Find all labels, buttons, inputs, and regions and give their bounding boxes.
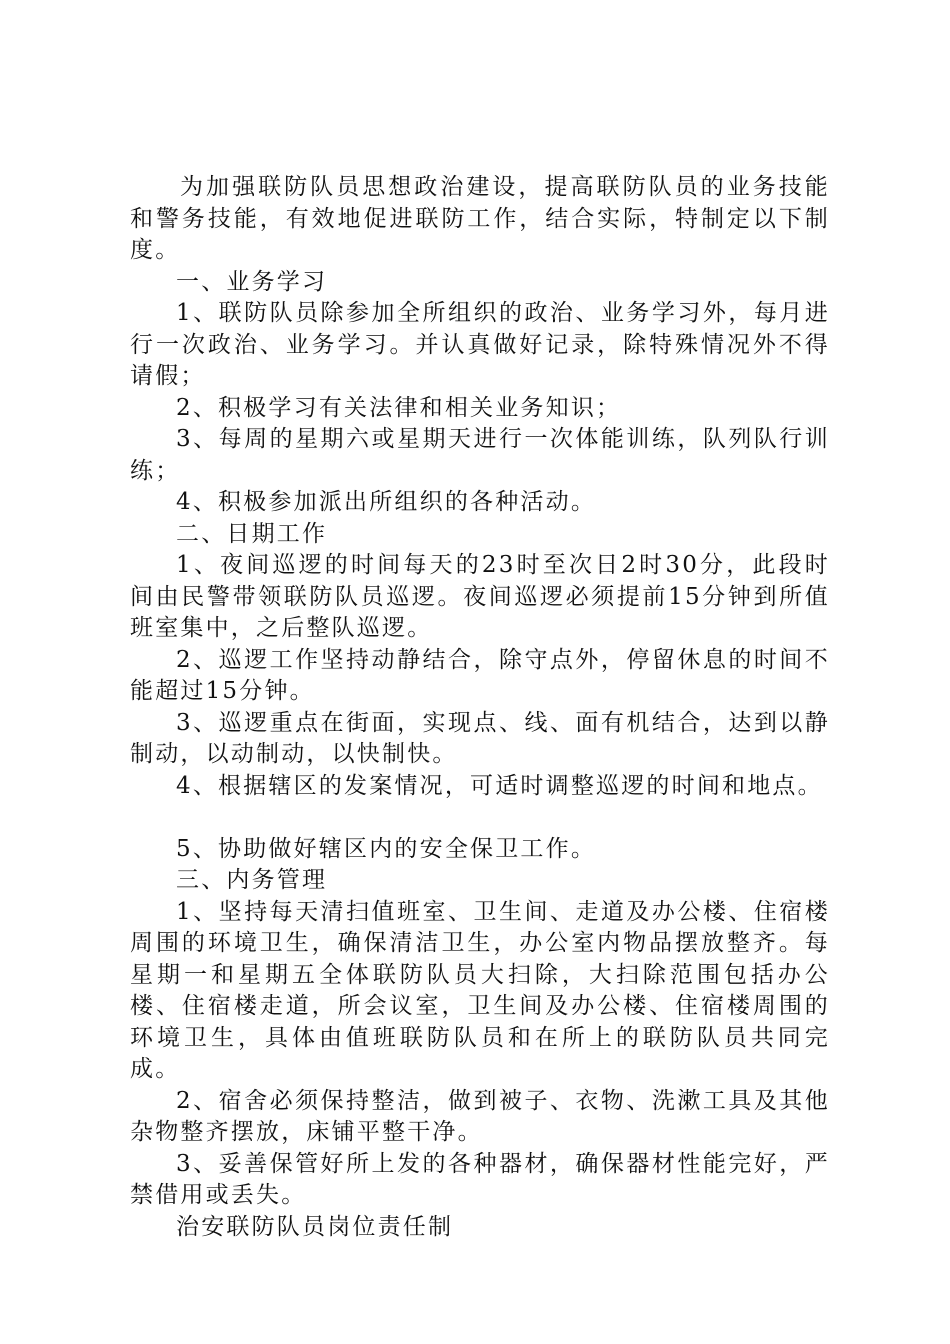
closing-title: 治安联防队员岗位责任制	[176, 1213, 454, 1240]
section-heading-internal-affairs: 三、内务管理	[176, 867, 328, 893]
list-item: 4、积极参加派出所组织的各种活动。	[176, 489, 597, 515]
list-item: 1、夜间巡逻的时间每天的23时至次日2时30分，此段时间由民警带领联防队员巡逻。夜间巡逻必须提前15分钟到所值班室集中，之后整队巡逻。	[130, 552, 830, 641]
section-heading-daily-work: 二、日期工作	[176, 520, 328, 547]
list-item: 2、巡逻工作坚持动静结合，除守点外，停留休息的时间不能超过15分钟。	[130, 646, 830, 704]
list-item: 1、联防队员除参加全所组织的政治、业务学习外，每月进行一次政治、业务学习。并认真做好记录，除特殊情况外不得请假；	[130, 300, 830, 389]
list-item: 3、每周的星期六或星期天进行一次体能训练，队列队行训练；	[130, 426, 830, 484]
list-item: 1、坚持每天清扫值班室、卫生间、走道及办公楼、住宿楼周围的环境卫生，确保清洁卫生，办公室内物品摆放整齐。每星期一和星期五全体联防队员大扫除，大扫除范围包括办公楼、住宿楼走道，所会议室，卫生间及办公楼、住宿楼周围的环境卫生，具体由值班联防队员和在所上的联防队员共同完成。	[130, 898, 830, 1082]
intro-paragraph: 为加强联防队员思想政治建设，提高联防队员的业务技能和警务技能，有效地促进联防工作，结合实际，特制定以下制度。	[130, 174, 830, 263]
list-item: 5、协助做好辖区内的安全保卫工作。	[176, 835, 597, 862]
list-item: 4、根据辖区的发案情况，可适时调整巡逻的时间和地点。	[176, 772, 823, 799]
section-heading-study: 一、业务学习	[176, 268, 328, 295]
list-item: 3、妥善保管好所上发的各种器材，确保器材性能完好，严禁借用或丢失。	[130, 1150, 830, 1208]
document-body	[130, 172, 830, 1243]
list-item: 2、宿舍必须保持整洁，做到被子、衣物、洗漱工具及其他杂物整齐摆放，床铺平整干净。	[130, 1087, 830, 1145]
list-item: 2、积极学习有关法律和相关业务知识；	[176, 394, 622, 421]
blank-line	[130, 802, 830, 834]
list-item: 3、巡逻重点在街面，实现点、线、面有机结合，达到以静制动，以动制动，以快制快。	[130, 709, 830, 767]
